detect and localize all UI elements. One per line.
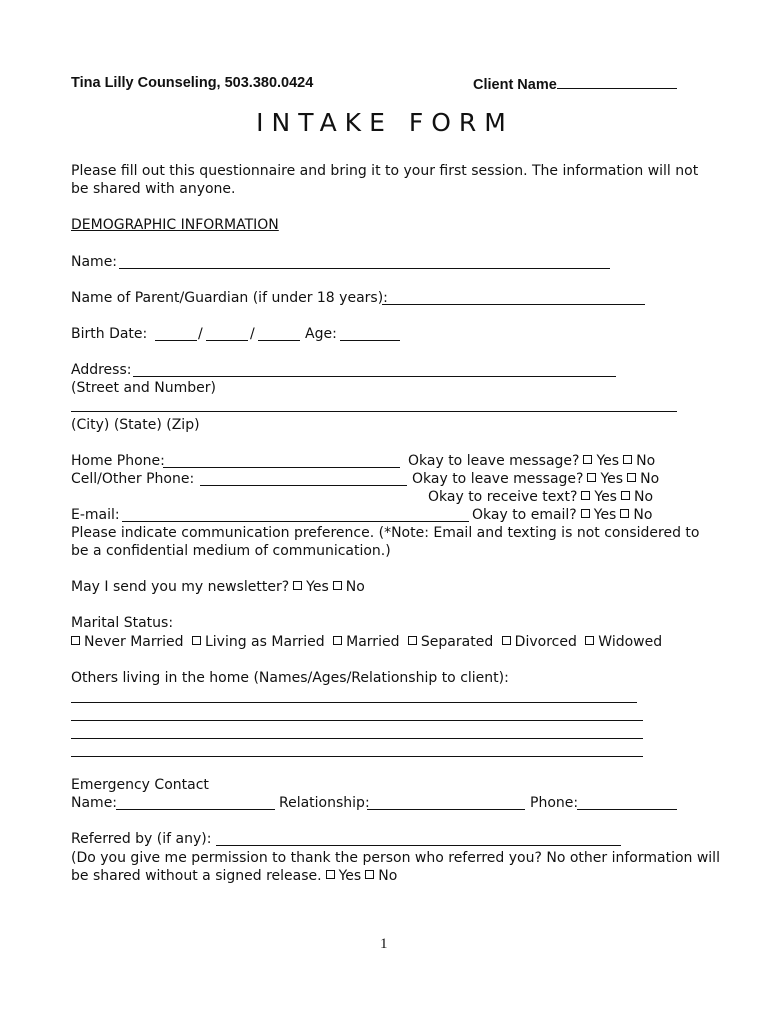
marital-status-label: Marital Status: xyxy=(71,615,174,631)
referred-by-label: Referred by (if any): xyxy=(71,831,212,847)
no-label: No xyxy=(636,453,656,469)
yes-label: Yes xyxy=(596,453,620,469)
text-option xyxy=(428,488,653,506)
cell-phone-label: Cell/Other Phone: xyxy=(71,471,195,487)
address-street-line[interactable] xyxy=(133,376,616,377)
address-city-line[interactable] xyxy=(71,411,677,412)
others-line-4[interactable] xyxy=(71,756,643,757)
parent-label: Name of Parent/Guardian (if under 18 years): xyxy=(71,290,388,306)
email-option xyxy=(472,506,652,524)
yes-label: Yes xyxy=(593,507,617,523)
age-label: Age: xyxy=(305,326,337,342)
ok-leave-message-label: Okay to leave message? xyxy=(412,471,584,487)
emergency-name-line[interactable] xyxy=(116,809,275,810)
text-yes-checkbox[interactable] xyxy=(581,491,590,500)
married-label: Married xyxy=(346,634,400,650)
no-label: No xyxy=(640,471,660,487)
yes-label: Yes xyxy=(338,868,362,884)
home-phone-line[interactable] xyxy=(163,467,400,468)
marital-status-options xyxy=(67,633,662,651)
age-input-line[interactable] xyxy=(340,340,400,341)
street-hint: (Street and Number) xyxy=(71,380,216,396)
client-name-field[interactable] xyxy=(473,74,677,94)
yes-label: Yes xyxy=(600,471,624,487)
ok-leave-message-label: Okay to leave message? xyxy=(408,453,580,469)
referral-yes-checkbox[interactable] xyxy=(326,870,335,879)
text-no-checkbox[interactable] xyxy=(621,491,630,500)
practice-header: Tina Lilly Counseling, 503.380.0424 xyxy=(71,75,314,91)
widowed-label: Widowed xyxy=(598,634,663,650)
living-as-married-checkbox[interactable] xyxy=(192,636,201,645)
cell-msg-yes-checkbox[interactable] xyxy=(587,473,596,482)
client-name-line[interactable] xyxy=(557,74,677,89)
page-number: 1 xyxy=(380,936,388,952)
home-msg-no-checkbox[interactable] xyxy=(623,455,632,464)
newsletter-label: May I send you my newsletter? xyxy=(71,579,290,595)
emergency-relationship-line[interactable] xyxy=(367,809,525,810)
intro-line-2: be shared with anyone. xyxy=(71,181,236,197)
cell-msg-no-checkbox[interactable] xyxy=(627,473,636,482)
living-as-married-label: Living as Married xyxy=(204,634,325,650)
referral-permission-line-1: (Do you give me permission to thank the person who referred you? No other information will xyxy=(71,850,720,866)
married-checkbox[interactable] xyxy=(333,636,342,645)
home-phone-message-option xyxy=(408,452,655,470)
section-heading-demographic: DEMOGRAPHIC INFORMATION xyxy=(71,217,279,233)
email-label: E-mail: xyxy=(71,507,120,523)
email-yes-checkbox[interactable] xyxy=(581,509,590,518)
referral-permission-line-2 xyxy=(71,867,397,885)
form-title: INTAKE FORM xyxy=(256,108,514,137)
referral-no-checkbox[interactable] xyxy=(365,870,374,879)
never-married-label: Never Married xyxy=(84,634,184,650)
comm-pref-line-1: Please indicate communication preference. (*Note: Email and texting is not considered to xyxy=(71,525,700,541)
home-msg-yes-checkbox[interactable] xyxy=(583,455,592,464)
ok-email-label: Okay to email? xyxy=(472,507,577,523)
comm-pref-line-2: be a confidential medium of communication.) xyxy=(71,543,391,559)
no-label: No xyxy=(378,868,398,884)
no-label: No xyxy=(345,579,365,595)
yes-label: Yes xyxy=(306,579,329,595)
address-label: Address: xyxy=(71,362,132,378)
parent-input-line[interactable] xyxy=(382,304,645,305)
intro-line-1: Please fill out this questionnaire and bring it to your first session. The information will not xyxy=(71,163,699,179)
emergency-relationship-label: Relationship: xyxy=(279,795,370,811)
newsletter-yes-checkbox[interactable] xyxy=(293,581,302,590)
email-no-checkbox[interactable] xyxy=(620,509,629,518)
widowed-checkbox[interactable] xyxy=(585,636,594,645)
others-line-3[interactable] xyxy=(71,738,643,739)
name-label: Name: xyxy=(71,254,118,270)
cell-phone-message-option xyxy=(412,470,659,488)
others-living-label: Others living in the home (Names/Ages/Relationship to client): xyxy=(71,670,509,686)
ok-receive-text-label: Okay to receive text? xyxy=(428,489,578,505)
birth-slash-2: / xyxy=(250,326,255,342)
others-line-2[interactable] xyxy=(71,720,643,721)
no-label: No xyxy=(633,489,654,505)
emergency-phone-line[interactable] xyxy=(577,809,677,810)
yes-label: Yes xyxy=(594,489,617,505)
client-name-label: Client Name xyxy=(473,77,557,93)
referred-by-line[interactable] xyxy=(216,845,621,846)
never-married-checkbox[interactable] xyxy=(71,636,80,645)
email-line[interactable] xyxy=(122,521,469,522)
birth-year-line[interactable] xyxy=(258,340,300,341)
divorced-label: Divorced xyxy=(514,634,577,650)
emergency-name-label: Name: xyxy=(71,795,118,811)
newsletter-question xyxy=(71,578,365,596)
birth-date-label: Birth Date: xyxy=(71,326,148,342)
emergency-contact-label: Emergency Contact xyxy=(71,777,209,793)
separated-checkbox[interactable] xyxy=(408,636,417,645)
birth-day-line[interactable] xyxy=(206,340,248,341)
birth-slash-1: / xyxy=(198,326,203,342)
emergency-phone-label: Phone: xyxy=(530,795,579,811)
newsletter-no-checkbox[interactable] xyxy=(333,581,342,590)
referral-permission-text: be shared without a signed release. xyxy=(71,868,322,884)
separated-label: Separated xyxy=(420,634,494,650)
city-hint: (City) (State) (Zip) xyxy=(71,417,200,433)
no-label: No xyxy=(633,507,653,523)
name-input-line[interactable] xyxy=(119,268,610,269)
cell-phone-line[interactable] xyxy=(200,485,407,486)
divorced-checkbox[interactable] xyxy=(502,636,511,645)
birth-month-line[interactable] xyxy=(155,340,197,341)
home-phone-label: Home Phone: xyxy=(71,453,165,469)
others-line-1[interactable] xyxy=(71,702,637,703)
